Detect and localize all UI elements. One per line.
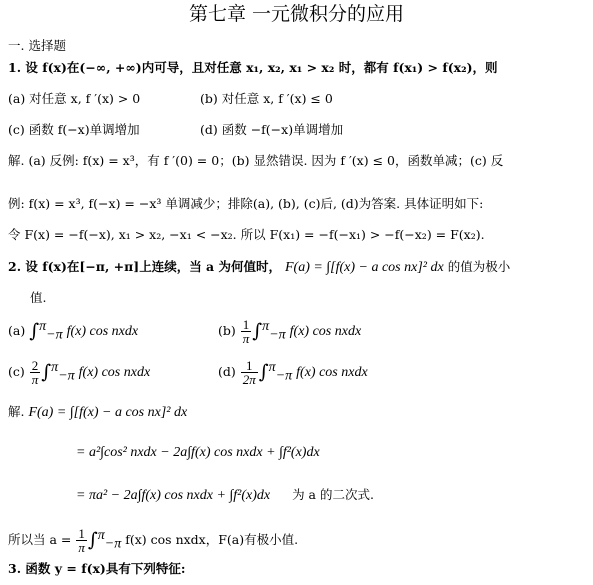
fraction-numerator: 1 — [241, 318, 252, 332]
chapter-title: 第七章 一元微积分的应用 — [188, 3, 405, 25]
q1-option-b: (b) 对任意 x, f ′(x) ≤ 0 — [200, 91, 333, 106]
q2-solution-formula-1: F(a) = ∫[f(x) − a cos nx]² dx — [28, 405, 188, 420]
fraction — [76, 527, 87, 554]
q1-option-c: (c) 函数 f(−x)单调增加 — [8, 122, 140, 137]
fraction-denominator: π — [31, 372, 39, 388]
integral-lower-limit: −π — [58, 368, 75, 384]
integral-lower-limit: −π — [269, 327, 286, 343]
fraction-denominator: π — [242, 331, 250, 347]
q2-option-c — [8, 359, 150, 386]
q2-stem-prefix: 2. 设 f(x)在[−π, +π]上连续，当 a 为何值时， — [8, 259, 281, 274]
fraction — [30, 359, 41, 386]
fraction-denominator: 2π — [242, 372, 256, 388]
q2-option-c-label: (c) — [8, 364, 25, 380]
q2-option-a-label: (a) — [8, 323, 26, 339]
fraction — [241, 318, 252, 345]
integral-upper-limit: π — [97, 528, 105, 543]
integral-lower-limit: −π — [104, 536, 122, 552]
q2-option-a — [8, 318, 138, 345]
q2-solution-line-1 — [8, 403, 187, 422]
q2-option-d-integrand: f(x) cos nxdx — [296, 365, 368, 381]
fraction-denominator: π — [78, 540, 85, 556]
q2-option-b — [218, 318, 361, 345]
q2-stem-formula: F(a) = ∫[f(x) − a cos nx]² dx — [284, 260, 444, 275]
integral-upper-limit: π — [268, 360, 276, 375]
q2-solution-note: 为 a 的二次式. — [292, 487, 374, 502]
q2-option-b-integrand: f(x) cos nxdx — [289, 324, 362, 340]
q2-solution-formula-3: = πa² − 2a∫f(x) cos nxdx + ∫f²(x)dx — [76, 488, 271, 503]
q2-option-d-label: (d) — [218, 364, 236, 380]
q2-option-d — [218, 359, 368, 386]
integral-sign: ∫ — [87, 529, 98, 552]
q1-stem: 1. 设 f(x)在(−∞, +∞)内可导，且对任意 x₁, x₂, x₁ > x₂ 时，都有 f(x₁) > f(x₂)，则 — [8, 60, 498, 75]
q2-option-b-label: (b) — [218, 323, 236, 339]
integral-sign: ∫ — [252, 320, 263, 343]
integral-lower-limit: −π — [275, 368, 293, 384]
integral-sign: ∫ — [41, 361, 52, 384]
integral-upper-limit: π — [39, 319, 47, 334]
q2-stem-suffix: 的值为极小 — [447, 259, 511, 274]
q1-solution-line-1: 解. (a) 反例: f(x) = x³，有 f ′(0) = 0；(b) 显然错误. 因为 f ′(x) ≤ 0，函数单减；(c) 反 — [8, 153, 504, 168]
q2-solution-line-3 — [76, 486, 374, 505]
integral-sign: ∫ — [258, 361, 269, 384]
q2-option-c-integrand: f(x) cos nxdx — [78, 365, 151, 381]
q1-solution-line-3: 令 F(x) = −f(−x), x₁ > x₂, −x₁ < −x₂. 所以 F(x₁) = −f(−x₁) > −f(−x₂) = F(x₂). — [8, 227, 485, 242]
integral-upper-limit: π — [51, 360, 59, 375]
q2-stem-continued: 值. — [30, 290, 47, 305]
q2-conclusion-prefix: 所以当 a = — [8, 532, 72, 548]
q2-conclusion — [8, 527, 298, 554]
q2-option-a-integrand: f(x) cos nxdx — [66, 324, 139, 340]
fraction — [241, 359, 258, 386]
q1-solution-line-2: 例: f(x) = x³, f(−x) = −x³ 单调减少；排除(a), (b), (c)后, (d)为答案. 具体证明如下: — [8, 196, 484, 211]
q3-stem: 3. 函数 y = f(x)具有下列特征: — [8, 561, 186, 576]
fraction-numerator: 1 — [76, 527, 87, 541]
integral-upper-limit: π — [262, 319, 270, 334]
q2-conclusion-suffix: f(x) cos nxdx，F(a)有极小值. — [125, 532, 299, 548]
q2-solution-label: 解. — [8, 404, 25, 419]
integral-lower-limit: −π — [46, 327, 63, 343]
q1-option-d: (d) 函数 −f(−x)单调增加 — [200, 122, 344, 137]
section-heading: 一. 选择题 — [8, 38, 66, 53]
q2-stem — [8, 258, 510, 277]
fraction-numerator: 2 — [30, 359, 41, 373]
fraction-numerator: 1 — [241, 359, 258, 373]
q1-option-a: (a) 对任意 x, f ′(x) > 0 — [8, 91, 141, 106]
q2-solution-line-2: = a²∫cos² nxdx − 2a∫f(x) cos nxdx + ∫f²(x)dx — [76, 445, 320, 460]
integral-sign: ∫ — [29, 320, 40, 343]
